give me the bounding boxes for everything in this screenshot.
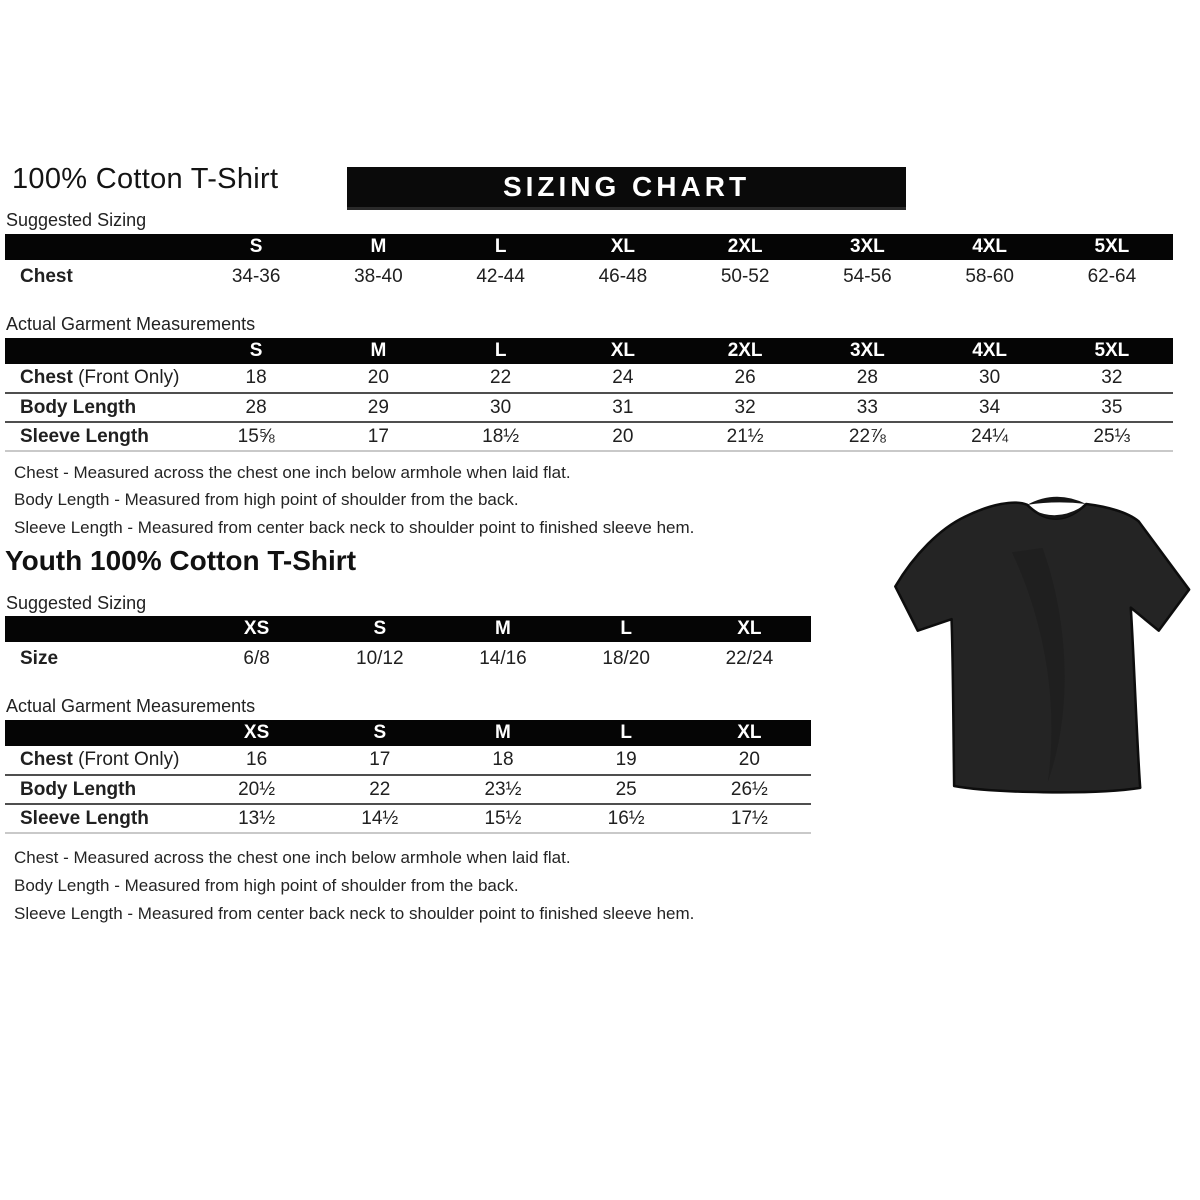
sleeve-length-row: [5, 804, 811, 833]
row-label-text: Body Length: [20, 396, 137, 418]
measurement-cell: 17: [367, 425, 389, 447]
measurement-cell: 17: [369, 749, 391, 770]
measurement-cell: 13½: [238, 807, 276, 829]
size-header-cell: 3XL: [806, 338, 928, 364]
size-header-spacer: [5, 234, 195, 260]
row-label-text: Chest: [20, 265, 73, 287]
size-header-cell: S: [318, 616, 441, 642]
size-header-cell: XL: [562, 234, 684, 260]
adult-actual-measurements-label: Actual Garment Measurements: [6, 314, 256, 334]
youth-page-title: Youth 100% Cotton T-Shirt: [5, 545, 357, 576]
size-header-cell: S: [195, 234, 317, 260]
measurement-cell: 28: [856, 367, 878, 388]
row-label-text: Sleeve Length: [20, 425, 149, 447]
measurement-cell: 33: [856, 396, 878, 418]
body-length-row: [5, 775, 811, 804]
row-label: [5, 642, 195, 675]
measurement-cell: 32: [1101, 367, 1123, 388]
row-label: [5, 804, 195, 833]
measurement-cell: 18/20: [602, 647, 650, 669]
measurement-cell: 22/24: [725, 647, 774, 669]
youth-measurement-notes: [14, 844, 694, 929]
measurement-cell: 32: [734, 396, 756, 418]
measurement-cell: 26½: [730, 778, 768, 800]
measurement-cell: 15½: [484, 807, 522, 829]
measurement-cell: 50-52: [720, 265, 770, 287]
row-label-text: Sleeve Length: [20, 807, 149, 829]
sizing-chart-banner-text: SIZING CHART: [502, 171, 751, 202]
measurement-cell: 22: [369, 778, 391, 800]
size-header-cell: M: [317, 234, 439, 260]
size-header-cell: M: [317, 338, 439, 364]
row-label: [5, 393, 195, 422]
measurement-cell: 25: [615, 778, 637, 800]
measurement-cell: 21½: [726, 425, 764, 447]
size-header-cell: XL: [688, 616, 811, 642]
measurement-cell: 20: [612, 425, 634, 447]
size-header-spacer: [5, 720, 195, 746]
size-header-cell: XS: [195, 616, 318, 642]
measurement-cell: 18½: [482, 425, 520, 447]
youth-size-row: [5, 642, 811, 675]
measurement-cell: 14/16: [479, 647, 527, 669]
adult-actual-measurements-table: [5, 338, 1173, 452]
size-header-cell: L: [565, 720, 688, 746]
size-header-cell: M: [441, 720, 564, 746]
row-label-suffix: (Front Only): [72, 367, 180, 388]
tshirt-product-image: [888, 482, 1193, 817]
youth-actual-measurements-label: Actual Garment Measurements: [6, 696, 256, 716]
size-header-cell: S: [318, 720, 441, 746]
size-header-cell: L: [440, 338, 562, 364]
measurement-cell: 20: [367, 367, 389, 388]
size-header-cell: XL: [562, 338, 684, 364]
note-sleeve-length: Sleeve Length - Measured from center back neck to shoulder point to finished sleeve hem.: [14, 517, 695, 537]
measurement-cell: 28: [245, 396, 267, 418]
chest-front-only-row: [5, 364, 1173, 393]
size-header-cell: M: [441, 616, 564, 642]
row-label: [5, 775, 195, 804]
adult-page-title: 100% Cotton T-Shirt: [12, 163, 279, 195]
measurement-cell: 58-60: [965, 265, 1014, 287]
measurement-cell: 17½: [730, 807, 768, 829]
youth-actual-measurements-table: [5, 720, 811, 834]
note-chest: Chest - Measured across the chest one inch below armhole when laid flat.: [14, 848, 571, 867]
note-sleeve-length: Sleeve Length - Measured from center back neck to shoulder point to finished sleeve hem.: [14, 904, 695, 924]
adult-suggested-sizing-label: Suggested Sizing: [6, 210, 147, 230]
measurement-cell: 18: [492, 749, 514, 770]
size-header-row: [5, 616, 811, 642]
measurement-cell: 10/12: [356, 647, 404, 669]
size-header-cell: 4XL: [929, 234, 1051, 260]
measurement-cell: 35: [1101, 396, 1123, 418]
row-label: [5, 364, 195, 393]
note-body-length: Body Length - Measured from high point of shoulder from the back.: [14, 490, 519, 510]
measurement-cell: 25⅓: [1093, 425, 1131, 447]
chest-front-only-row: [5, 746, 811, 775]
measurement-cell: 16: [246, 749, 268, 770]
size-header-cell: 5XL: [1051, 338, 1173, 364]
measurement-cell: 38-40: [354, 265, 403, 287]
size-header-cell: 4XL: [929, 338, 1051, 364]
size-header-row: [5, 234, 1173, 260]
size-header-cell: 2XL: [684, 338, 806, 364]
adult-suggested-sizing-table: [5, 234, 1173, 293]
size-header-cell: 5XL: [1051, 234, 1173, 260]
size-header-cell: 3XL: [806, 234, 928, 260]
size-header-cell: XS: [195, 720, 318, 746]
size-header-spacer: [5, 338, 195, 364]
row-label: [5, 422, 195, 451]
row-label-text: Chest: [20, 367, 73, 388]
measurement-cell: 24: [612, 367, 634, 388]
measurement-cell: 19: [615, 749, 637, 770]
size-header-cell: XL: [688, 720, 811, 746]
youth-suggested-sizing-label: Suggested Sizing: [6, 593, 147, 613]
note-chest: Chest - Measured across the chest one inch below armhole when laid flat.: [14, 463, 571, 482]
row-label: [5, 260, 195, 293]
measurement-cell: 30: [490, 396, 512, 418]
tshirt-body-shape: [891, 500, 1191, 795]
measurement-cell: 18: [245, 367, 267, 388]
measurement-cell: 24¼: [971, 425, 1009, 447]
measurement-cell: 34: [979, 396, 1001, 418]
measurement-cell: 34-36: [231, 265, 281, 287]
measurement-cell: 20: [738, 749, 760, 770]
measurement-cell: 54-56: [843, 265, 892, 287]
size-header-row: [5, 720, 811, 746]
sizing-chart-banner: [347, 167, 906, 210]
size-header-cell: L: [565, 616, 688, 642]
size-header-row: [5, 338, 1173, 364]
size-header-cell: L: [440, 234, 562, 260]
measurement-cell: 14½: [361, 807, 399, 829]
measurement-cell: 46-48: [598, 265, 648, 287]
size-header-spacer: [5, 616, 195, 642]
row-label-text: Size: [20, 647, 59, 669]
measurement-cell: 26: [734, 367, 756, 388]
measurement-cell: 30: [979, 367, 1001, 388]
youth-suggested-sizing-table: [5, 616, 811, 675]
body-length-row: [5, 393, 1173, 422]
measurement-cell: 20½: [238, 778, 276, 800]
measurement-cell: 29: [367, 396, 389, 418]
note-body-length: Body Length - Measured from high point of shoulder from the back.: [14, 876, 519, 896]
chest-range-row: [5, 260, 1173, 293]
row-label-text: Chest: [20, 749, 73, 770]
measurement-cell: 31: [612, 396, 634, 418]
measurement-cell: 22: [490, 367, 512, 388]
adult-measurement-notes: [14, 459, 694, 541]
size-header-cell: S: [195, 338, 317, 364]
sleeve-length-row: [5, 422, 1173, 451]
row-label-text: Body Length: [20, 778, 137, 800]
measurement-cell: 62-64: [1087, 265, 1137, 287]
measurement-cell: 23½: [484, 778, 522, 800]
measurement-cell: 42-44: [476, 265, 525, 287]
row-label-suffix: (Front Only): [72, 749, 180, 770]
measurement-cell: 22⅞: [848, 425, 886, 447]
row-label: [5, 746, 195, 775]
measurement-cell: 16½: [607, 807, 645, 829]
size-header-cell: 2XL: [684, 234, 806, 260]
measurement-cell: 6/8: [243, 647, 270, 669]
measurement-cell: 15⅝: [237, 425, 275, 447]
